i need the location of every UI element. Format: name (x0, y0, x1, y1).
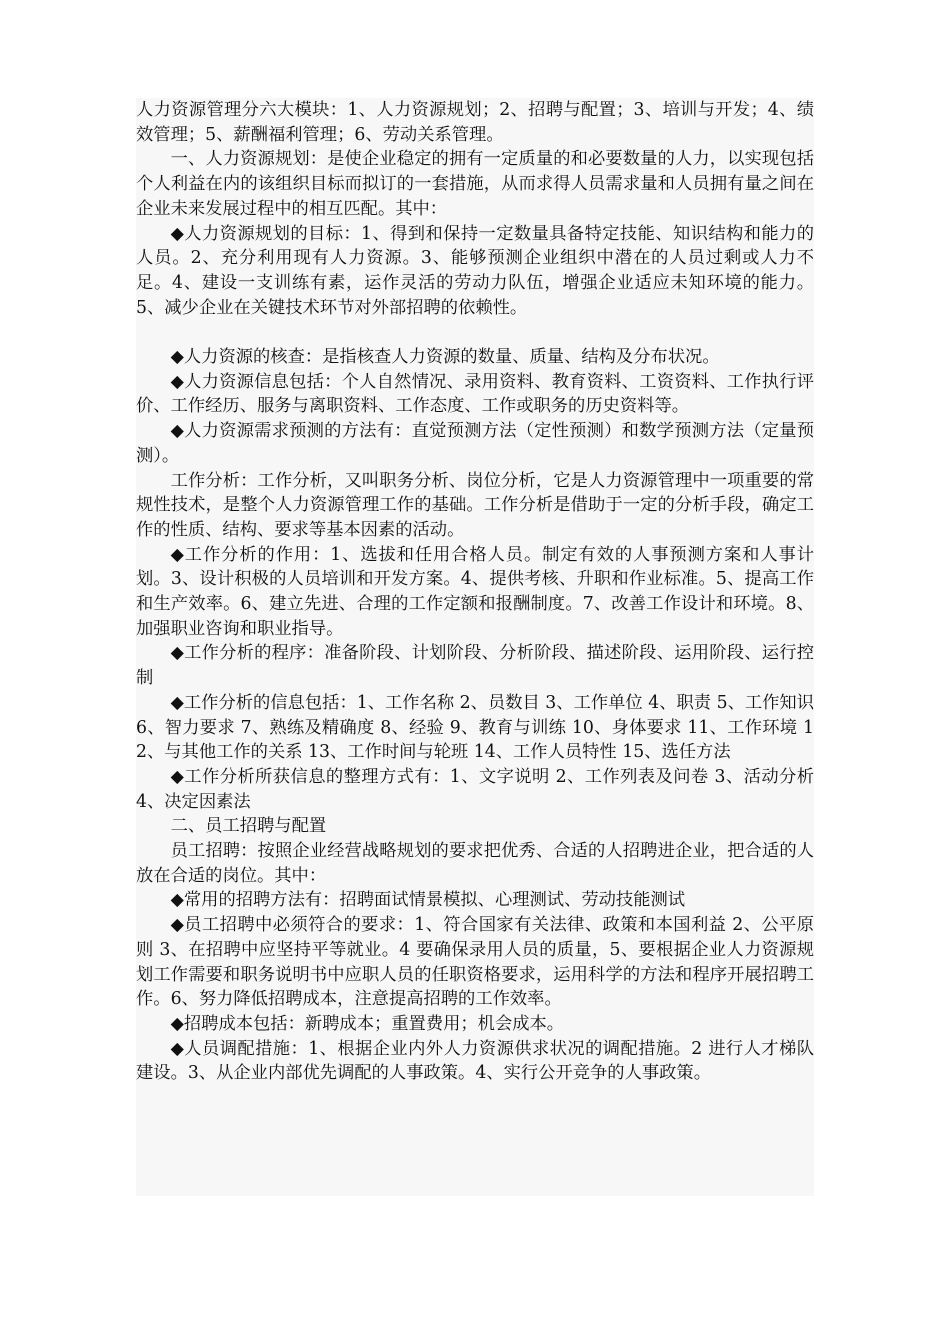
paragraph: ◆招聘成本包括：新聘成本；重置费用；机会成本。 (170, 1014, 565, 1034)
paragraph: ◆人力资源信息包括：个人自然情况、录用资料、教育资料、工资资料、工作执行评价、工作经历、服务与离职资料、工作态度、工作或职务的历史资料等。 (136, 371, 814, 417)
paragraph: ◆员工招聘中必须符合的要求：1、符合国家有关法律、政策和本国利益 2、公平原则 3、在招聘中应坚持平等就业。4 要确保录用人员的质量，5、要根据企业人力资源规划工作需要和职务说明书中应职人员的任职资格要求，运用科学的方法和程序开展招聘工作。6、努力降低招聘成本，注意提高招聘的工作效率。 (136, 915, 814, 1010)
paragraph: 一、人力资源规划：是使企业稳定的拥有一定质量的和必要数量的人力，以实现包括个人利益在内的该组织目标而拟订的一套措施，从而求得人员需求量和人员拥有量之间在企业未来发展过程中的相互匹配。其中： (136, 149, 814, 219)
paragraph: 员工招聘：按照企业经营战略规划的要求把优秀、合适的人招聘进企业，把合适的人放在合适的岗位。其中： (136, 841, 814, 886)
paragraph: ◆工作分析所获信息的整理方式有：1、文字说明 2、工作列表及问卷 3、活动分析 4、决定因素法 (136, 766, 814, 812)
paragraph: ◆人力资源规划的目标：1、得到和保持一定数量具备特定技能、知识结构和能力的人员。2、充分利用现有人力资源。3、能够预测企业组织中潜在的人员过剩或人力不足。4、建设一支训练有素，运作灵活的劳动力队伍，增强企业适应未知环境的能力。5、减少企业在关键技术环节对外部招聘的依赖性。 (136, 223, 814, 318)
paragraph: ◆人员调配措施：1、根据企业内外人力资源供求状况的调配措施。2 进行人才梯队建设。3、从企业内部优先调配的人事政策。4、实行公开竞争的人事政策。 (136, 1038, 814, 1084)
paragraph: 二、员工招聘与配置 (170, 816, 327, 837)
paragraph: ◆人力资源需求预测的方法有：直觉预测方法（定性预测）和数学预测方法（定量预测）。 (136, 421, 814, 466)
paragraph: ◆工作分析的作用：1、选拔和任用合格人员。制定有效的人事预测方案和人事计划。3、设计积极的人员培训和开发方案。4、提供考核、升职和作业标准。5、提高工作和生产效率。6、建立先进、合理的工作定额和报酬制度。7、改善工作设计和环境。8、加强职业咨询和职业指导。 (136, 544, 814, 639)
blank-line (136, 320, 814, 345)
paragraph: 人力资源管理分六大模块：1、人力资源规划；2、招聘与配置；3、培训与开发；4、绩效管理；5、薪酬福利管理；6、劳动关系管理。 (136, 100, 814, 145)
paragraph: ◆人力资源的核查：是指核查人力资源的数量、质量、结构及分布状况。 (170, 347, 720, 368)
paragraph: 工作分析：工作分析，又叫职务分析、岗位分析，它是人力资源管理中一项重要的常规性技术，是整个人力资源管理工作的基础。工作分析是借助于一定的分析手段，确定工作的性质、结构、要求等基本因素的活动。 (136, 470, 814, 540)
paragraph: ◆工作分析的信息包括：1、工作名称 2、员数目 3、工作单位 4、职责 5、工作知识 6、智力要求 7、熟练及精确度 8、经验 9、教育与训练 10、身体要求 11、工作环境 12、与其他工作的关系 13、工作时间与轮班 14、工作人员特性 15、选任方法 (136, 692, 814, 763)
document-body (136, 98, 814, 1196)
paragraph: ◆工作分析的程序：准备阶段、计划阶段、分析阶段、描述阶段、运用阶段、运行控制 (136, 643, 814, 689)
paragraph: ◆常用的招聘方法有：招聘面试情景模拟、心理测试、劳动技能测试 (170, 890, 686, 911)
